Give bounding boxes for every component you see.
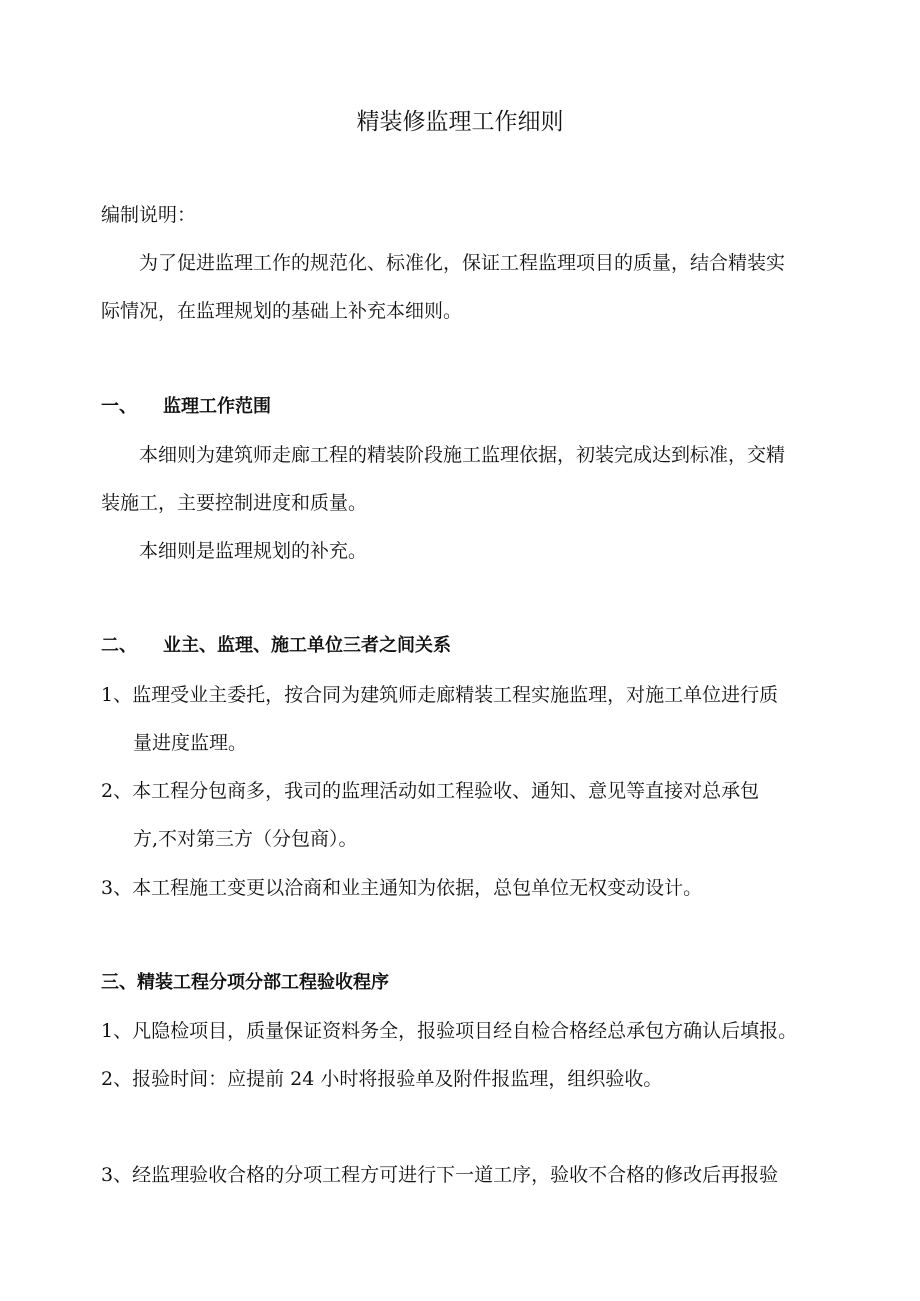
section-2-item-2-line-2: 方,不对第三方（分包商）。 bbox=[133, 828, 358, 850]
page-title: 精装修监理工作细则 bbox=[356, 109, 564, 135]
section-3-item-1: 1、凡隐检项目，质量保证资料务全，报验项目经自检合格经总承包方确认后填报。 bbox=[101, 1020, 798, 1042]
section-3-item-3: 3、经监理验收合格的分项工程方可进行下一道工序，验收不合格的修改后再报验 bbox=[101, 1164, 779, 1186]
section-2-number: 二、 bbox=[101, 635, 137, 656]
section-2-item-2-line-1: 2、本工程分包商多，我司的监理活动如工程验收、通知、意见等直接对总承包 bbox=[101, 780, 760, 802]
section-2-title: 业主、监理、施工单位三者之间关系 bbox=[163, 635, 451, 656]
section-2-heading bbox=[101, 633, 451, 659]
section-2-item-1-line-2: 量进度监理。 bbox=[133, 732, 248, 754]
preface-label: 编制说明： bbox=[101, 204, 197, 226]
section-1-paragraph-2: 本细则是监理规划的补充。 bbox=[139, 540, 368, 562]
preface-paragraph-line-1: 为了促进监理工作的规范化、标准化，保证工程监理项目的质量，结合精装实 bbox=[139, 252, 786, 274]
section-2-item-3: 3、本工程施工变更以洽商和业主通知为依据，总包单位无权变动设计。 bbox=[101, 877, 703, 899]
section-1-number: 一、 bbox=[101, 396, 137, 417]
section-1-paragraph-1-line-2: 装施工，主要控制进度和质量。 bbox=[101, 492, 368, 514]
section-3-heading: 三、精装工程分项分部工程验收程序 bbox=[101, 972, 389, 993]
section-3-item-2: 2、报验时间：应提前 24 小时将报验单及附件报监理，组织验收。 bbox=[101, 1068, 663, 1090]
preface-paragraph-line-2: 际情况，在监理规划的基础上补充本细则。 bbox=[101, 300, 463, 322]
section-1-title: 监理工作范围 bbox=[163, 396, 271, 417]
section-1-heading bbox=[101, 394, 271, 420]
section-2-item-1-line-1: 1、监理受业主委托，按合同为建筑师走廊精装工程实施监理，对施工单位进行质 bbox=[101, 684, 779, 706]
section-1-paragraph-1-line-1: 本细则为建筑师走廊工程的精装阶段施工监理依据，初装完成达到标准，交精 bbox=[139, 444, 786, 466]
